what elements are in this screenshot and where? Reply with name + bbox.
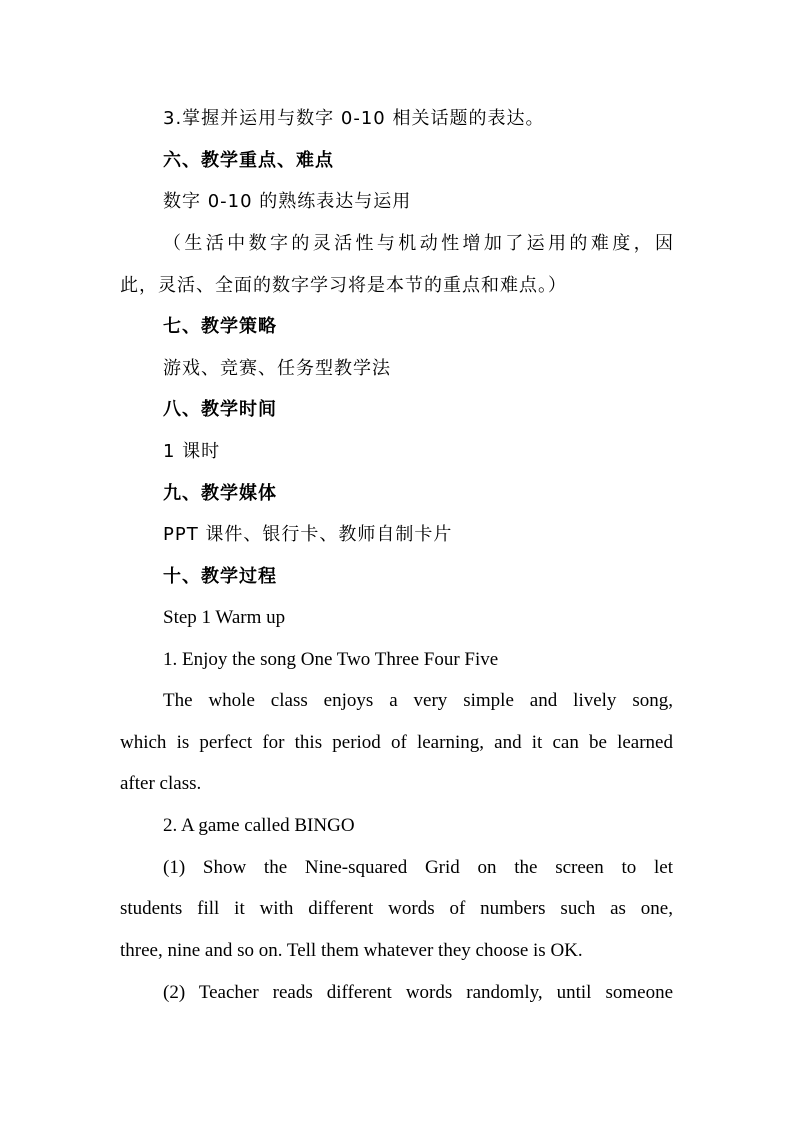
- key-points-text: 数字 0-10 的熟练表达与运用: [163, 191, 412, 212]
- strategy-text: 游戏、竞赛、任务型教学法: [163, 358, 391, 379]
- section-10-heading: 十、教学过程: [163, 566, 277, 587]
- bingo-step2-line1: (2) Teacher reads different words randomly, until someone: [163, 982, 673, 1003]
- song-description-line1: The whole class enjoys a very simple and lively song,: [163, 690, 673, 711]
- key-points-note-line1: （生活中数字的灵活性与机动性增加了运用的难度，因: [163, 233, 673, 254]
- key-points-note-line2: 此，灵活、全面的数字学习将是本节的重点和难点。）: [120, 275, 567, 296]
- bingo-step1-line3: three, nine and so on. Tell them whatever they choose is OK.: [120, 940, 583, 961]
- song-description-line2: which is perfect for this period of learning, and it can be learned: [120, 732, 673, 753]
- time-text: 1 课时: [163, 441, 221, 462]
- bingo-heading: 2. A game called BINGO: [163, 815, 355, 836]
- bingo-step1-line1: (1) Show the Nine-squared Grid on the screen to let: [163, 857, 673, 878]
- song-activity-text: 1. Enjoy the song One Two Three Four Five: [163, 649, 499, 670]
- song-description-line3: after class.: [120, 773, 202, 794]
- step-1-heading: Step 1 Warm up: [163, 607, 286, 628]
- bingo-step1-line2: students fill it with different words of numbers such as one,: [120, 898, 673, 919]
- objective-3-text: 3.掌握并运用与数字 0-10 相关话题的表达。: [163, 108, 545, 129]
- section-9-heading: 九、教学媒体: [163, 483, 277, 504]
- section-6-heading: 六、教学重点、难点: [163, 150, 334, 171]
- section-7-heading: 七、教学策略: [163, 316, 277, 337]
- media-text: PPT 课件、银行卡、教师自制卡片: [163, 524, 453, 545]
- section-8-heading: 八、教学时间: [163, 399, 277, 420]
